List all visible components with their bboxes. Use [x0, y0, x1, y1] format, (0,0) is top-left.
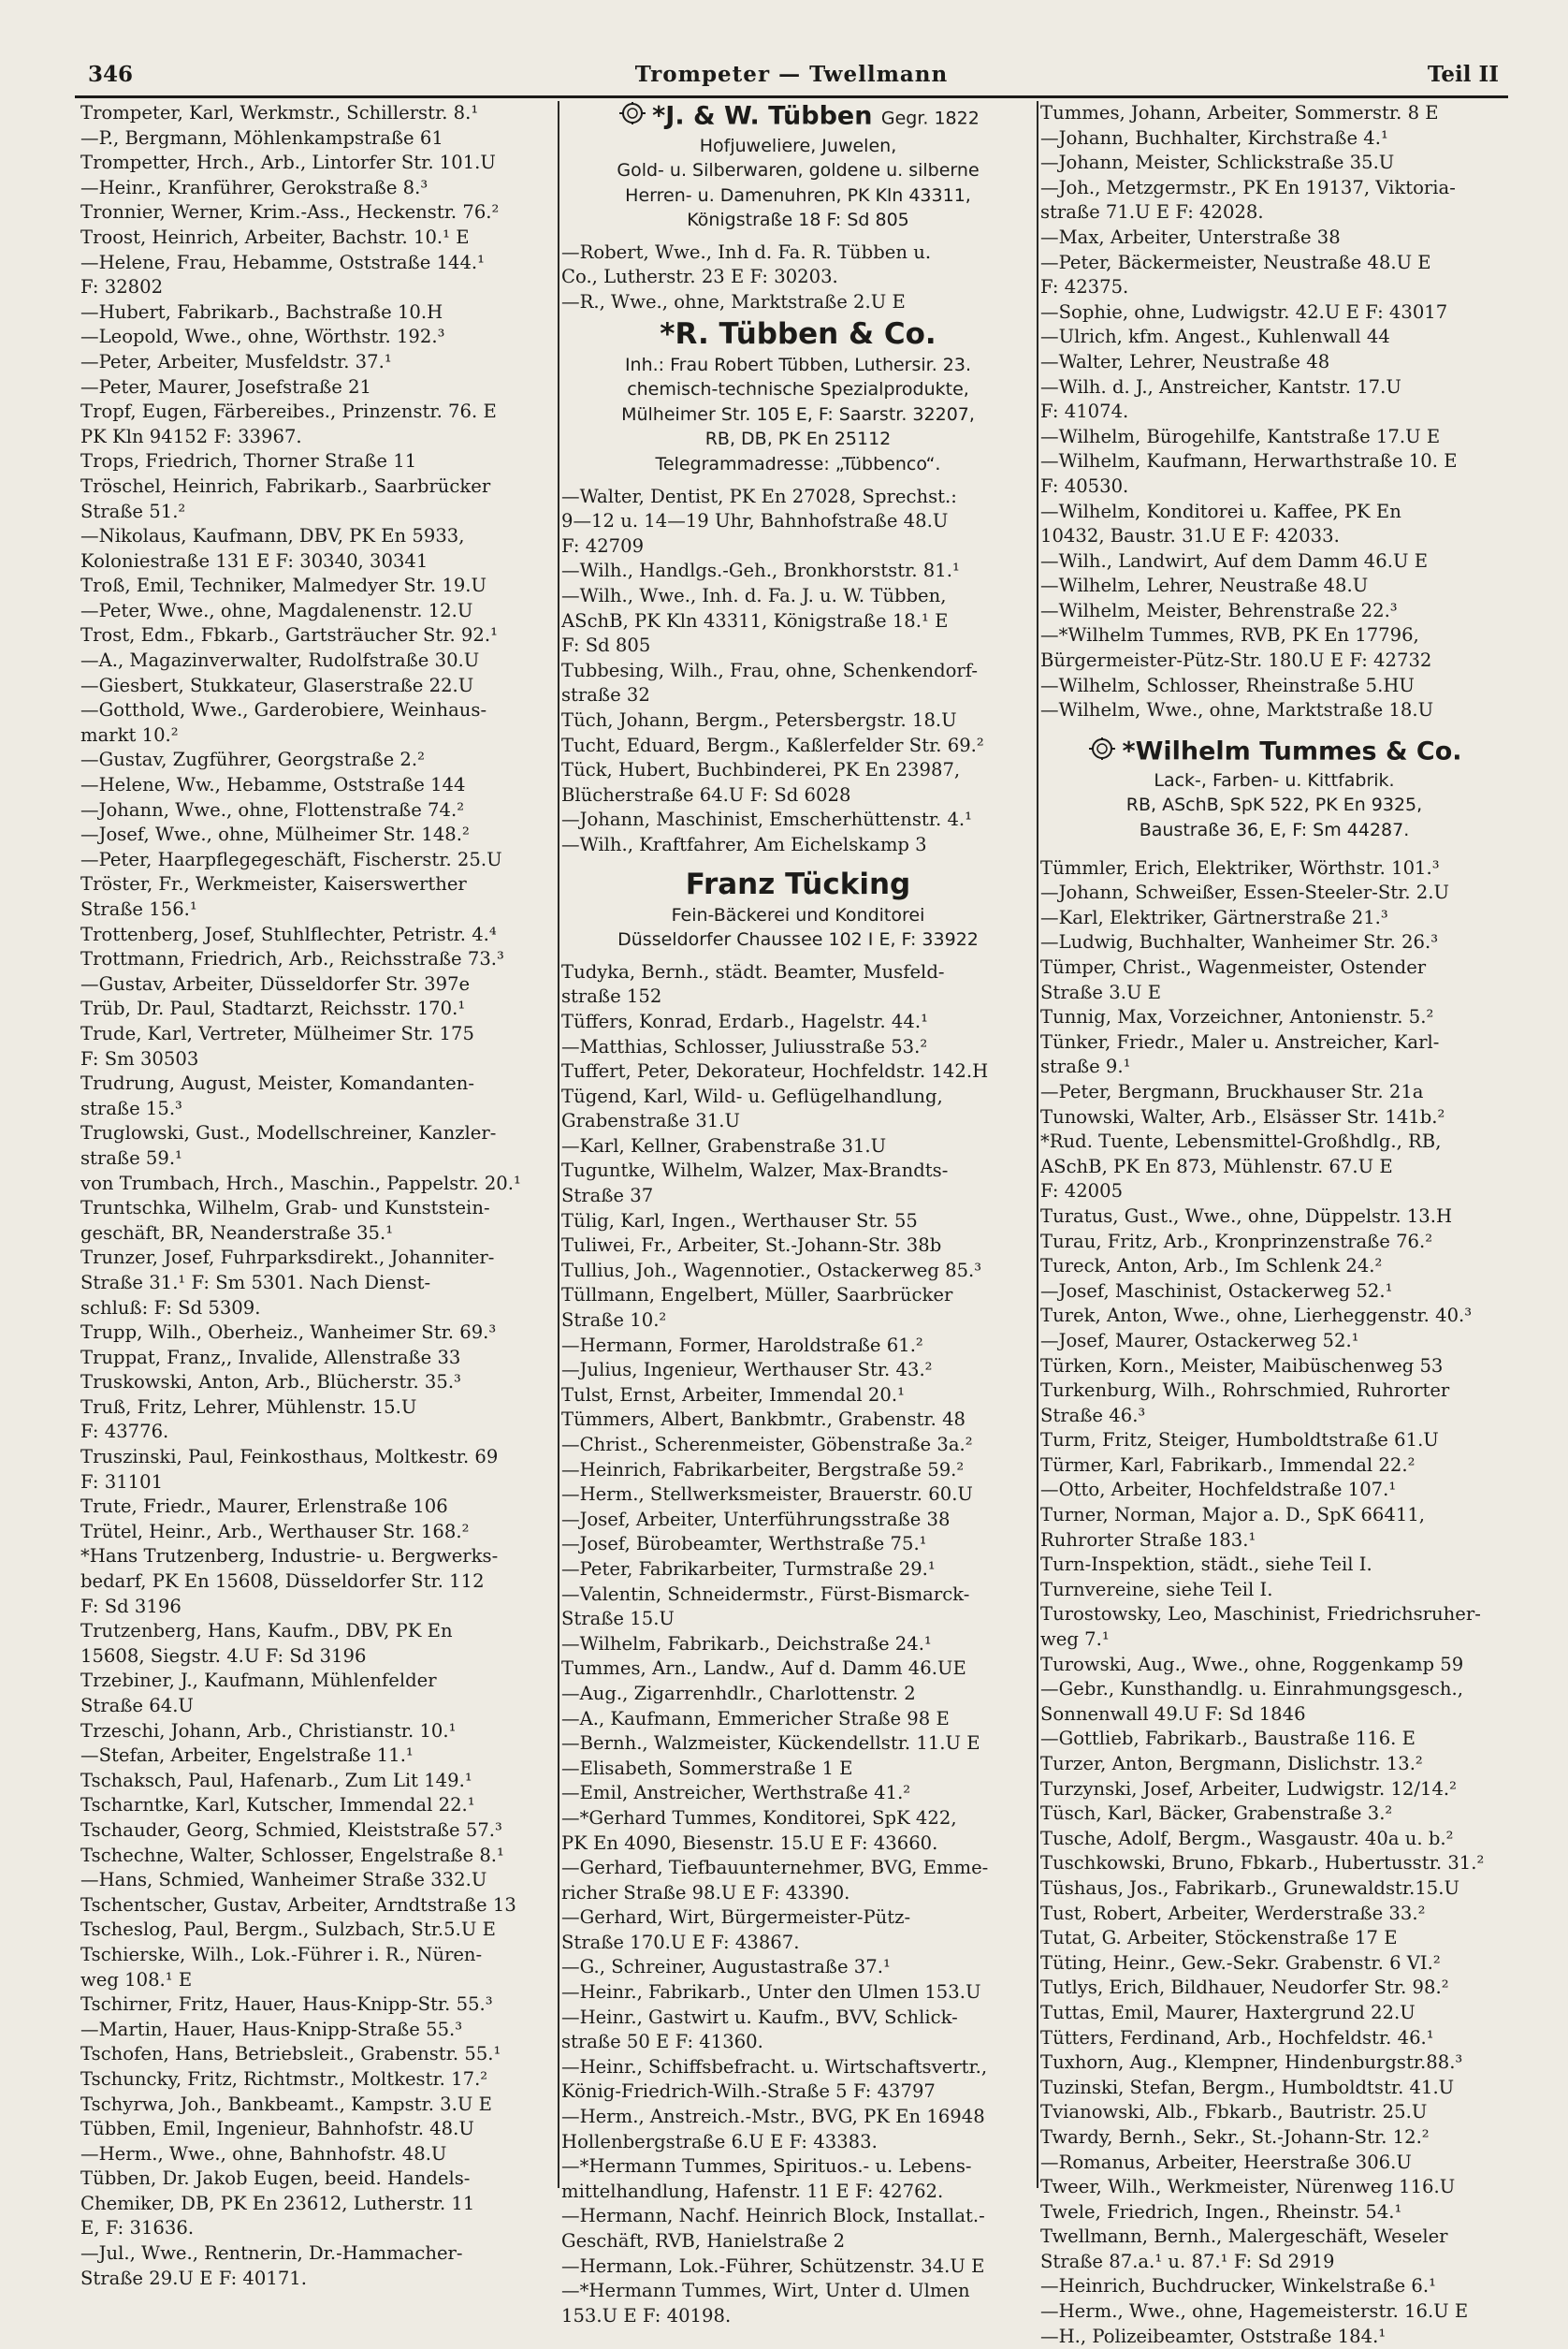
directory-entry-line: Twellmann, Bernh., Malergeschäft, Weseler	[1040, 2225, 1448, 2248]
directory-entry-line: Truß, Fritz, Lehrer, Mühlenstr. 15.U	[80, 1395, 417, 1418]
directory-entry-line: —Jul., Wwe., Rentnerin, Dr.-Hammacher-	[80, 2242, 463, 2265]
directory-entry-line: —H., Polizeibeamter, Oststraße 184.¹	[1040, 2325, 1387, 2347]
directory-entry-line: —Hermann, Former, Haroldstraße 61.²	[561, 1334, 923, 1356]
directory-entry-line: —Joh., Metzgermstr., PK En 19137, Viktoria-	[1040, 176, 1456, 198]
directory-entry-line: ASchB, PK En 873, Mühlenstr. 67.U E	[1040, 1155, 1393, 1177]
directory-entry-line: —Johann, Maschinist, Emscherhüttenstr. 4.¹	[561, 809, 973, 831]
directory-entry-line: —Helene, Frau, Hebamme, Oststraße 144.¹	[80, 251, 486, 273]
column-2-entries-a	[561, 241, 1035, 315]
directory-entry-line: Trütel, Heinr., Arb., Werthauser Str. 168.²	[80, 1520, 470, 1542]
directory-entry-line: straße 71.U E F: 42028.	[1040, 201, 1264, 224]
directory-entry-line: —Peter, Bäckermeister, Neustraße 48.U E	[1040, 251, 1431, 273]
ad1-line: Gold- u. Silberwaren, goldene u. silberne	[617, 160, 980, 182]
directory-entry-line: PK Kln 94152 F: 33967.	[80, 425, 302, 447]
directory-entry-line: Tudyka, Bernh., städt. Beamter, Musfeld-	[561, 960, 945, 983]
ad1-line: Hofjuweliere, Juwelen,	[699, 135, 897, 156]
ad3-line: Fein-Bäckerei und Konditorei	[671, 904, 925, 926]
directory-entry-line: —Wilh., Handlgs.-Geh., Bronkhorststr. 81.¹	[561, 560, 960, 582]
directory-entry-line: Sonnenwall 49.U F: Sd 1846	[1040, 1702, 1306, 1725]
ad2-line: Mülheimer Str. 105 E, F: Saarstr. 32207,	[621, 403, 975, 425]
ad2-firm: *R. Tübben & Co.	[660, 316, 936, 351]
directory-entry-line: Tümper, Christ., Wagenmeister, Ostender	[1040, 956, 1427, 978]
directory-entry-line: —Heinr., Gastwirt u. Kaufm., BVV, Schlick-	[561, 2006, 958, 2028]
directory-entry-line: Turau, Fritz, Arb., Kronprinzenstraße 76.²	[1040, 1230, 1433, 1252]
directory-entry-line: —Peter, Wwe., ohne, Magdalenenstr. 12.U	[80, 599, 473, 621]
directory-entry-line: 15608, Siegstr. 4.U F: Sd 3196	[80, 1644, 367, 1667]
directory-entry-line: Tück, Hubert, Buchbinderei, PK En 23987,	[561, 759, 961, 781]
directory-entry-line: —Max, Arbeiter, Unterstraße 38	[1040, 226, 1341, 248]
directory-entry-line: Tümmler, Erich, Elektriker, Wörthstr. 101.³	[1040, 856, 1440, 879]
directory-entry-line: —Peter, Bergmann, Bruckhauser Str. 21a	[1040, 1080, 1424, 1102]
directory-entry-line: —Heinr., Schiffsbefracht. u. Wirtschaftsvertr.,	[561, 2055, 988, 2078]
directory-entry-line: —Heinrich, Fabrikarbeiter, Bergstraße 59.²	[561, 1458, 965, 1481]
directory-entry-line: Tschaksch, Paul, Hafenarb., Zum Lit 149.¹	[80, 1769, 472, 1791]
directory-entry-line: Tröster, Fr., Werkmeister, Kaiserswerther	[80, 873, 467, 896]
directory-entry-line: Koloniestraße 131 E F: 30340, 30341	[80, 549, 428, 572]
directory-entry-line: Truglowski, Gust., Modellschreiner, Kanzler-	[80, 1122, 497, 1145]
directory-entry-line: —Herm., Wwe., ohne, Hagemeisterstr. 16.U E	[1040, 2300, 1469, 2323]
directory-entry-line: *Hans Trutzenberg, Industrie- u. Bergwerks-	[80, 1545, 499, 1568]
directory-entry-line: —Leopold, Wwe., ohne, Wörthstr. 192.³	[80, 326, 445, 348]
directory-entry-line: —*Hermann Tummes, Wirt, Unter d. Ulmen	[561, 2280, 970, 2302]
advert-tuebben-co	[561, 315, 1035, 477]
directory-entry-line: —Peter, Maurer, Josefstraße 21	[80, 375, 372, 398]
directory-entry-line: Tscharntke, Karl, Kutscher, Immendal 22.¹	[80, 1794, 475, 1816]
directory-entry-line: Turner, Norman, Major a. D., SpK 66411,	[1040, 1504, 1426, 1526]
directory-entry-line: Tulst, Ernst, Arbeiter, Immendal 20.¹	[561, 1383, 905, 1406]
directory-entry-line: Tweer, Wilh., Werkmeister, Nürenweg 116.U	[1040, 2176, 1456, 2198]
advert-tuecking	[561, 866, 1035, 953]
directory-entry-line: Blücherstraße 64.U F: Sd 6028	[561, 783, 851, 806]
directory-entry-line: —Wilh. d. J., Anstreicher, Kantstr. 17.U	[1040, 375, 1401, 398]
directory-entry-line: —Wilhelm, Wwe., ohne, Marktstraße 18.U	[1040, 699, 1434, 722]
directory-entry-line: —Karl, Kellner, Grabenstraße 31.U	[561, 1134, 887, 1157]
directory-entry-line: Tschyrwa, Joh., Bankbeamt., Kampstr. 3.U E	[80, 2093, 492, 2115]
directory-entry-line: —Josef, Bürobeamter, Werthstraße 75.¹	[561, 1533, 927, 1555]
directory-entry-line: —*Hermann Tummes, Spirituos.- u. Lebens-	[561, 2155, 972, 2178]
directory-entry-line: Straße 156.¹	[80, 898, 197, 920]
directory-entry-line: —Herm., Anstreich.-Mstr., BVG, PK En 16948	[561, 2106, 985, 2128]
directory-entry-line: F: 32802	[80, 276, 164, 299]
directory-entry-line: Tummes, Johann, Arbeiter, Sommerstr. 8 E	[1040, 102, 1439, 124]
directory-entry-line: Co., Lutherstr. 23 E F: 30203.	[561, 266, 838, 288]
directory-entry-line: Tuxhorn, Aug., Klempner, Hindenburgstr.88.³	[1040, 2051, 1463, 2074]
directory-entry-line: —Peter, Fabrikarbeiter, Turmstraße 29.¹	[561, 1557, 936, 1580]
directory-entry-line: —Herm., Wwe., ohne, Bahnhofstr. 48.U	[80, 2142, 447, 2165]
directory-entry-line: Turkenburg, Wilh., Rohrschmied, Ruhrorter	[1040, 1379, 1450, 1402]
directory-entry-line: —Gerhard, Tiefbauunternehmer, BVG, Emme-	[561, 1857, 989, 1879]
directory-entry-line: Twardy, Bernh., Sekr., St.-Johann-Str. 12.²	[1040, 2125, 1430, 2148]
directory-entry-line: —Nikolaus, Kaufmann, DBV, PK En 5933,	[80, 525, 465, 547]
directory-entry-line: —Johann, Schweißer, Essen-Steeler-Str. 2.U	[1040, 882, 1450, 904]
directory-entry-line: bedarf, PK En 15608, Düsseldorfer Str. 112	[80, 1570, 485, 1593]
directory-entry-line: Straße 170.U E F: 43867.	[561, 1931, 800, 1953]
directory-entry-line: Turatus, Gust., Wwe., ohne, Düppelstr. 13.H	[1040, 1204, 1453, 1227]
ad4-line: Lack-, Farben- u. Kittfabrik.	[1154, 769, 1395, 791]
directory-entry-line: —Josef, Maurer, Ostackerweg 52.¹	[1040, 1329, 1359, 1351]
directory-entry-line: Tüch, Johann, Bergm., Petersbergstr. 18.U	[561, 708, 957, 731]
directory-entry-line: F: 41074.	[1040, 401, 1129, 423]
directory-entry-line: —Robert, Wwe., Inh d. Fa. R. Tübben u.	[561, 241, 932, 263]
directory-entry-line: —Hermann, Lok.-Führer, Schützenstr. 34.U E	[561, 2254, 985, 2277]
directory-entry-line: Straße 3.U E	[1040, 981, 1161, 1003]
directory-entry-line: —Wilhelm, Schlosser, Rheinstraße 5.HU	[1040, 674, 1415, 696]
directory-entry-line: —Karl, Elektriker, Gärtnerstraße 21.³	[1040, 906, 1388, 928]
directory-entry-line: Tschirner, Fritz, Hauer, Haus-Knipp-Str. 55.³	[80, 1993, 493, 2016]
column-2-entries-b	[561, 485, 1035, 858]
directory-entry-line: Tvianowski, Alb., Fbkarb., Bautristr. 25.U	[1040, 2101, 1428, 2123]
ad3-line: Düsseldorfer Chaussee 102 I E, F: 33922	[617, 929, 979, 951]
part-label: Teil II	[1427, 62, 1499, 87]
directory-entry-line: Turm, Fritz, Steiger, Humboldtstraße 61.U	[1040, 1429, 1439, 1452]
directory-entry-line: —Wilhelm, Lehrer, Neustraße 48.U	[1040, 575, 1369, 597]
directory-entry-line: —Giesbert, Stukkateur, Glaserstraße 22.U	[80, 674, 474, 696]
directory-entry-line: —Hermann, Nachf. Heinrich Block, Installat.-	[561, 2205, 985, 2227]
directory-entry-line: 153.U E F: 40198.	[561, 2304, 732, 2327]
directory-entry-line: Tügend, Karl, Wild- u. Geflügelhandlung,	[561, 1085, 943, 1107]
advert-wilhelm-tummes	[1040, 737, 1508, 843]
directory-entry-line: Tureck, Anton, Arb., Im Schlenk 24.²	[1040, 1255, 1383, 1277]
directory-entry-line: Tuliwei, Fr., Arbeiter, St.-Johann-Str. 38b	[561, 1234, 942, 1257]
column-3-entries-a	[1040, 101, 1508, 723]
directory-entry-line: E, F: 31636.	[80, 2217, 195, 2240]
directory-entry-line: Straße 29.U E F: 40171.	[80, 2267, 307, 2289]
directory-entry-line: Tübben, Emil, Ingenieur, Bahnhofstr. 48.U	[80, 2118, 474, 2140]
directory-entry-line: —Emil, Anstreicher, Werthstraße 41.²	[561, 1782, 911, 1804]
directory-entry-line: Bürgermeister-Pütz-Str. 180.U E F: 42732	[1040, 649, 1432, 672]
ad1-line: Herren- u. Damenuhren, PK Kln 43311,	[625, 184, 971, 206]
directory-entry-line: Tscheslog, Paul, Bergm., Sulzbach, Str.5.U E	[80, 1919, 496, 1941]
directory-entry-line: F: Sd 805	[561, 635, 651, 657]
directory-entry-line: F: Sd 3196	[80, 1595, 181, 1617]
directory-entry-line: Tschauder, Georg, Schmied, Kleiststraße 57.³	[80, 1818, 502, 1841]
emblem-icon	[617, 101, 648, 133]
directory-entry-line: —Wilhelm, Kaufmann, Herwarthstraße 10. E	[1040, 450, 1458, 473]
directory-entry-line: —Wilhelm, Fabrikarb., Deichstraße 24.¹	[561, 1632, 932, 1655]
directory-entry-line: Trompetter, Hrch., Arb., Lintorfer Str. 101.U	[80, 152, 496, 174]
directory-entry-line: Troost, Heinrich, Arbeiter, Bachstr. 10.¹ E	[80, 226, 470, 248]
directory-entry-line: markt 10.²	[80, 723, 179, 746]
directory-entry-line: Tünker, Friedr., Maler u. Anstreicher, Karl-	[1040, 1030, 1440, 1053]
directory-entry-line: Tullius, Joh., Wagennotier., Ostackerweg 85.³	[561, 1259, 982, 1281]
directory-entry-line: —Wilhelm, Konditorei u. Kaffee, PK En	[1040, 500, 1401, 522]
ad3-firm: Franz Tücking	[685, 867, 911, 901]
directory-entry-line: Truntschka, Wilhelm, Grab- und Kunststein-	[80, 1197, 490, 1219]
directory-entry-line: Turn-Inspektion, städt., siehe Teil I.	[1040, 1554, 1372, 1576]
directory-entry-line: Tschofen, Hans, Betriebsleit., Grabenstr. 55.¹	[80, 2043, 501, 2065]
directory-entry-line: straße 9.¹	[1040, 1056, 1131, 1078]
directory-entry-line: Grabenstraße 31.U	[561, 1110, 741, 1132]
directory-entry-line: —Valentin, Schneidermstr., Fürst-Bismarck-	[561, 1583, 970, 1605]
directory-entry-line: Tutat, G. Arbeiter, Stöckenstraße 17 E	[1040, 1927, 1398, 1949]
directory-entry-line: Tummes, Arn., Landw., Auf d. Damm 46.UE	[561, 1657, 966, 1680]
directory-entry-line: Ruhrorter Straße 183.¹	[1040, 1528, 1256, 1551]
directory-entry-line: F: 40530.	[1040, 474, 1129, 497]
running-title: Trompeter — Twellmann	[634, 62, 949, 87]
directory-entry-line: —R., Wwe., ohne, Marktstraße 2.U E	[561, 291, 906, 314]
directory-entry-line: —Aug., Zigarrenhdlr., Charlottenstr. 2	[561, 1682, 916, 1704]
directory-entry-line: Trüb, Dr. Paul, Stadtarzt, Reichsstr. 170.¹	[80, 998, 466, 1020]
directory-entry-line: Trzebiner, J., Kaufmann, Mühlenfelder	[80, 1670, 437, 1692]
directory-entry-line: —A., Magazinverwalter, Rudolfstraße 30.U	[80, 649, 480, 672]
directory-entry-line: straße 32	[561, 684, 650, 707]
directory-entry-line: —A., Kaufmann, Emmericher Straße 98 E	[561, 1707, 950, 1729]
directory-entry-line: F: 43776.	[80, 1421, 169, 1443]
directory-entry-line: Tülig, Karl, Ingen., Werthauser Str. 55	[561, 1209, 918, 1232]
directory-entry-line: F: 42005	[1040, 1180, 1124, 1203]
directory-entry-line: Tusche, Adolf, Bergm., Wasgaustr. 40a u. b.²	[1040, 1827, 1454, 1849]
column-3-entries-b	[1040, 856, 1508, 2349]
column-divider-1	[558, 101, 559, 2188]
directory-entry-line: Turowski, Aug., Wwe., ohne, Roggenkamp 59	[1040, 1653, 1464, 1675]
directory-entry-line: —Gebr., Kunsthandlg. u. Einrahmungsgesch.,	[1040, 1678, 1463, 1700]
directory-entry-line: Tschuncky, Fritz, Richtmstr., Moltkestr. 17.²	[80, 2067, 488, 2090]
ad2-line: Inh.: Frau Robert Tübben, Luthersir. 23.	[624, 354, 972, 375]
directory-entry-line: F: Sm 30503	[80, 1047, 199, 1070]
directory-entry-line: —Bernh., Walzmeister, Kückendellstr. 11.U E	[561, 1732, 980, 1755]
directory-entry-line: Tschechne, Walter, Schlosser, Engelstraße 8.¹	[80, 1844, 504, 1866]
directory-entry-line: Turzynski, Josef, Arbeiter, Ludwigstr. 12/14.²	[1040, 1777, 1457, 1800]
directory-entry-line: —Matthias, Schlosser, Juliusstraße 53.²	[561, 1035, 928, 1058]
directory-entry-line: —Stefan, Arbeiter, Engelstraße 11.¹	[80, 1744, 414, 1767]
directory-entry-line: Trottmann, Friedrich, Arb., Reichsstraße 73.³	[80, 948, 504, 970]
directory-entry-line: straße 15.³	[80, 1097, 182, 1119]
directory-entry-line: weg 7.¹	[1040, 1628, 1110, 1651]
directory-entry-line: Trute, Friedr., Maurer, Erlenstraße 106	[80, 1495, 448, 1518]
directory-entry-line: —Johann, Wwe., ohne, Flottenstraße 74.²	[80, 798, 465, 821]
directory-entry-line: Trudrung, August, Meister, Komandanten-	[80, 1072, 474, 1095]
directory-entry-line: —Wilhelm, Bürogehilfe, Kantstraße 17.U E	[1040, 425, 1441, 447]
ad4-line: Baustraße 36, E, F: Sm 44287.	[1139, 820, 1410, 841]
directory-entry-line: Straße 51.²	[80, 500, 186, 522]
directory-entry-line: —Gottlieb, Fabrikarb., Baustraße 116. E	[1040, 1728, 1416, 1750]
directory-entry-line: F: 42375.	[1040, 276, 1129, 299]
directory-entry-line: Geschäft, RVB, Hanielstraße 2	[561, 2230, 846, 2252]
ad2-line: RB, DB, PK En 25112	[704, 429, 892, 450]
directory-entry-line: —Heinrich, Buchdrucker, Winkelstraße 6.¹	[1040, 2275, 1436, 2298]
directory-entry-line: Tuffert, Peter, Dekorateur, Hochfeldstr. 142.H	[561, 1060, 989, 1083]
directory-entry-line: Hollenbergstraße 6.U E F: 43383.	[561, 2130, 878, 2152]
directory-entry-line: Chemiker, DB, PK En 23612, Lutherstr. 11	[80, 2192, 475, 2214]
directory-entry-line: —Hans, Schmied, Wanheimer Straße 332.U	[80, 1869, 487, 1891]
advert-tuebben-jw	[561, 101, 1035, 233]
directory-entry-line: —Peter, Haarpflegegeschäft, Fischerstr. 25.U	[80, 848, 502, 870]
ad1-founded: Gegr. 1822	[880, 108, 980, 129]
page-number: 346	[88, 62, 134, 87]
directory-entry-line: straße 152	[561, 985, 662, 1008]
ad2-line: chemisch-technische Spezialprodukte,	[627, 379, 969, 401]
page-header	[75, 58, 1508, 98]
directory-entry-line: —Helene, Ww., Hebamme, Oststraße 144	[80, 774, 466, 796]
directory-entry-line: —Walter, Dentist, PK En 27028, Sprechst.:	[561, 485, 957, 507]
directory-entry-line: —Peter, Arbeiter, Musfeldstr. 37.¹	[80, 350, 392, 372]
directory-entry-line: —Christ., Scherenmeister, Göbenstraße 3a.²	[561, 1434, 973, 1455]
directory-entry-line: Tröschel, Heinrich, Fabrikarb., Saarbrücker	[80, 474, 491, 497]
directory-entry-line: Truppat, Franz,, Invalide, Allenstraße 33	[80, 1346, 461, 1368]
directory-entry-line: Straße 10.²	[561, 1309, 667, 1332]
directory-entry-line: weg 108.¹ E	[80, 1968, 193, 1991]
directory-entry-line: —Sophie, ohne, Ludwigstr. 42.U E F: 43017	[1040, 300, 1448, 323]
directory-entry-line: Trzeschi, Johann, Arb., Christianstr. 10.¹	[80, 1719, 457, 1742]
directory-entry-line: mittelhandlung, Hafenstr. 11 E F: 42762.	[561, 2180, 944, 2202]
directory-entry-line: Türmer, Karl, Fabrikarb., Immendal 22.²	[1040, 1453, 1416, 1476]
directory-entry-line: —Wilhelm, Meister, Behrenstraße 22.³	[1040, 599, 1398, 621]
directory-entry-line: Tüllmann, Engelbert, Müller, Saarbrücker	[561, 1284, 953, 1306]
directory-entry-line: Trottenberg, Josef, Stuhlflechter, Petristr. 4.⁴	[80, 923, 497, 945]
directory-entry-line: Tust, Robert, Arbeiter, Werderstraße 33.²	[1040, 1902, 1426, 1924]
ad2-line: Telegrammadresse: „Tübbenco“.	[655, 454, 941, 475]
directory-entry-line: Turnvereine, siehe Teil I.	[1040, 1578, 1273, 1600]
directory-entry-line: Tschierske, Wilh., Lok.-Führer i. R., Nüren-	[80, 1943, 483, 1965]
directory-entry-line: Tübben, Dr. Jakob Eugen, beeid. Handels-	[80, 2167, 471, 2190]
directory-entry-line: —Julius, Ingenieur, Werthauser Str. 43.²	[561, 1359, 933, 1381]
directory-entry-line: von Trumbach, Hrch., Maschin., Pappelstr. 20.¹	[80, 1172, 521, 1194]
directory-entry-line: Turzer, Anton, Bergmann, Dislichstr. 13.²	[1040, 1753, 1423, 1774]
directory-entry-line: geschäft, BR, Neanderstraße 35.¹	[80, 1221, 394, 1244]
directory-entry-line: Trost, Edm., Fbkarb., Gartsträucher Str. 92.¹	[80, 624, 498, 647]
directory-entry-line: Trompeter, Karl, Werkmstr., Schillerstr. 8.¹	[80, 102, 479, 124]
directory-entry-line: —Josef, Maschinist, Ostackerweg 52.¹	[1040, 1279, 1393, 1302]
directory-entry-line: Straße 31.¹ F: Sm 5301. Nach Dienst-	[80, 1271, 431, 1293]
directory-entry-line: straße 50 E F: 41360.	[561, 2031, 763, 2053]
directory-entry-line: ASchB, PK Kln 43311, Königstraße 18.¹ E	[561, 609, 949, 632]
directory-entry-line: Tüshaus, Jos., Fabrikarb., Grunewaldstr.15.U	[1040, 1876, 1459, 1899]
column-1	[80, 101, 554, 2291]
directory-entry-line: PK En 4090, Biesenstr. 15.U E F: 43660.	[561, 1831, 938, 1854]
directory-entry-line: Trutzenberg, Hans, Kaufm., DBV, PK En	[80, 1620, 453, 1642]
directory-entry-line: Troß, Emil, Techniker, Malmedyer Str. 19.U	[80, 575, 487, 597]
directory-entry-line: —Johann, Buchhalter, Kirchstraße 4.¹	[1040, 126, 1388, 149]
directory-entry-line: Tropf, Eugen, Färbereibes., Prinzenstr. 76. E	[80, 401, 497, 423]
directory-entry-line: Tuttas, Emil, Maurer, Haxtergrund 22.U	[1040, 2001, 1416, 2023]
directory-entry-line: —Wilh., Landwirt, Auf dem Damm 46.U E	[1040, 549, 1428, 572]
ad4-firm: *Wilhelm Tummes & Co.	[1122, 737, 1462, 766]
directory-entry-line: —Ulrich, kfm. Angest., Kuhlenwall 44	[1040, 326, 1390, 348]
directory-entry-line: Trupp, Wilh., Oberheiz., Wanheimer Str. 69.³	[80, 1321, 497, 1344]
directory-entry-line: —Josef, Wwe., ohne, Mülheimer Str. 148.²	[80, 824, 470, 846]
directory-entry-line: —Heinr., Fabrikarb., Unter den Ulmen 153.U	[561, 1981, 981, 2004]
emblem-icon	[1086, 737, 1118, 768]
directory-entry-line: König-Friedrich-Wilh.-Straße 5 F: 43797	[561, 2080, 936, 2103]
directory-entry-line: —Herm., Stellwerksmeister, Brauerstr. 60.U	[561, 1483, 973, 1506]
directory-entry-line: —Wilh., Kraftfahrer, Am Eichelskamp 3	[561, 833, 927, 855]
directory-entry-line: Straße 15.U	[561, 1608, 675, 1630]
directory-entry-line: —Hubert, Fabrikarb., Bachstraße 10.H	[80, 300, 443, 323]
directory-entry-line: Trunzer, Josef, Fuhrparksdirekt., Johanniter-	[80, 1247, 495, 1269]
directory-entry-line: schluß: F: Sd 5309.	[80, 1296, 261, 1319]
directory-entry-line: straße 59.¹	[80, 1146, 182, 1169]
directory-entry-line: Tutlys, Erich, Bildhauer, Neudorfer Str. 98.²	[1040, 1977, 1449, 1999]
directory-entry-line: —Gustav, Zugführer, Georgstraße 2.²	[80, 749, 425, 771]
directory-entry-line: Straße 46.³	[1040, 1404, 1146, 1426]
directory-entry-line: Tüting, Heinr., Gew.-Sekr. Grabenstr. 6 VI.²	[1040, 1951, 1441, 1974]
column-2	[561, 101, 1035, 2328]
directory-entry-line: —Johann, Meister, Schlickstraße 35.U	[1040, 152, 1395, 174]
column-divider-2	[1037, 101, 1038, 2188]
directory-entry-line: Tümmers, Albert, Bankbmtr., Grabenstr. 48	[561, 1408, 966, 1431]
directory-entry-line: Tucht, Eduard, Bergm., Kaßlerfelder Str. 69.²	[561, 734, 984, 756]
directory-entry-line: Tuzinski, Stefan, Bergm., Humboldtstr. 41.U	[1040, 2076, 1455, 2098]
directory-entry-line: Turek, Anton, Wwe., ohne, Lierheggenstr. 40.³	[1040, 1305, 1473, 1327]
directory-entry-line: Tuguntke, Wilhelm, Walzer, Max-Brandts-	[561, 1160, 949, 1182]
directory-entry-line: 9—12 u. 14—19 Uhr, Bahnhofstraße 48.U	[561, 510, 949, 533]
directory-entry-line: Trude, Karl, Vertreter, Mülheimer Str. 175	[80, 1022, 474, 1044]
directory-entry-line: —Romanus, Arbeiter, Heerstraße 306.U	[1040, 2151, 1412, 2173]
ad4-line: RB, ASchB, SpK 522, PK En 9325,	[1125, 795, 1423, 816]
ad1-line: Königstraße 18 F: Sd 805	[687, 210, 909, 231]
directory-entry-line: —Gustav, Arbeiter, Düsseldorfer Str. 397e	[80, 972, 471, 995]
directory-entry-line: Tschentscher, Gustav, Arbeiter, Arndtstraße 13	[80, 1893, 516, 1916]
directory-entry-line: Twele, Friedrich, Ingen., Rheinstr. 54.¹	[1040, 2200, 1402, 2223]
directory-entry-line: Tüsch, Karl, Bäcker, Grabenstraße 3.²	[1040, 1802, 1393, 1825]
directory-entry-line: F: 42709	[561, 534, 645, 557]
directory-entry-line: Tunowski, Walter, Arb., Elsässer Str. 141b.²	[1040, 1105, 1445, 1128]
directory-entry-line: richer Straße 98.U E F: 43390.	[561, 1881, 850, 1904]
directory-entry-line: —*Wilhelm Tummes, RVB, PK En 17796,	[1040, 624, 1419, 647]
directory-entry-line: Straße 37	[561, 1185, 654, 1207]
directory-entry-line: —Gotthold, Wwe., Garderobiere, Weinhaus-	[80, 699, 487, 722]
directory-entry-line: Tubbesing, Wilh., Frau, ohne, Schenkendorf-	[561, 659, 978, 681]
directory-entry-line: —Josef, Arbeiter, Unterführungsstraße 38	[561, 1508, 951, 1530]
directory-entry-line: —G., Schreiner, Augustastraße 37.¹	[561, 1956, 891, 1978]
directory-entry-line: —Gerhard, Wirt, Bürgermeister-Pütz-	[561, 1906, 911, 1929]
directory-entry-line: Truszinski, Paul, Feinkosthaus, Moltkestr. 69	[80, 1446, 499, 1468]
directory-entry-line: —*Gerhard Tummes, Konditorei, SpK 422,	[561, 1806, 957, 1829]
directory-entry-line: Tronnier, Werner, Krim.-Ass., Heckenstr. 76.²	[80, 201, 500, 224]
directory-entry-line: —Walter, Lehrer, Neustraße 48	[1040, 350, 1330, 372]
directory-entry-line: Straße 87.a.¹ u. 87.¹ F: Sd 2919	[1040, 2250, 1335, 2272]
directory-entry-line: Truskowski, Anton, Arb., Blücherstr. 35.³	[80, 1371, 461, 1393]
directory-entry-line: *Rud. Tuente, Lebensmittel-Großhdlg., RB,	[1040, 1131, 1442, 1153]
directory-entry-line: —Martin, Hauer, Haus-Knipp-Straße 55.³	[80, 2018, 463, 2040]
directory-entry-line: Turostowsky, Leo, Maschinist, Friedrichsruher-	[1040, 1603, 1481, 1626]
column-3	[1040, 101, 1508, 2349]
directory-entry-line: Tunnig, Max, Vorzeichner, Antonienstr. 5.²	[1040, 1006, 1434, 1029]
directory-entry-line: F: 31101	[80, 1470, 164, 1493]
directory-entry-line: —Otto, Arbeiter, Hochfeldstraße 107.¹	[1040, 1479, 1397, 1501]
directory-entry-line: —P., Bergmann, Möhlenkampstraße 61	[80, 126, 443, 149]
directory-entry-line: —Wilh., Wwe., Inh. d. Fa. J. u. W. Tübben,	[561, 585, 947, 606]
directory-entry-line: —Ludwig, Buchhalter, Wanheimer Str. 26.³	[1040, 931, 1439, 954]
directory-entry-line: 10432, Baustr. 31.U E F: 42033.	[1040, 525, 1340, 547]
directory-entry-line: Tüffers, Konrad, Erdarb., Hagelstr. 44.¹	[561, 1010, 928, 1032]
directory-entry-line: Trops, Friedrich, Thorner Straße 11	[80, 450, 417, 473]
directory-entry-line: Tütters, Ferdinand, Arb., Hochfeldstr. 46.¹	[1040, 2026, 1434, 2049]
ad1-firm: *J. & W. Tübben	[652, 101, 873, 131]
directory-entry-line: Türken, Korn., Meister, Maibüschenweg 53	[1040, 1354, 1444, 1377]
directory-entry-line: Straße 64.U	[80, 1695, 194, 1716]
directory-entry-line: —Heinr., Kranführer, Gerokstraße 8.³	[80, 176, 428, 198]
directory-entry-line: —Elisabeth, Sommerstraße 1 E	[561, 1757, 853, 1779]
directory-entry-line: Tuschkowski, Bruno, Fbkarb., Hubertusstr. 31.²	[1040, 1852, 1485, 1875]
column-2-entries-c	[561, 960, 1035, 2329]
